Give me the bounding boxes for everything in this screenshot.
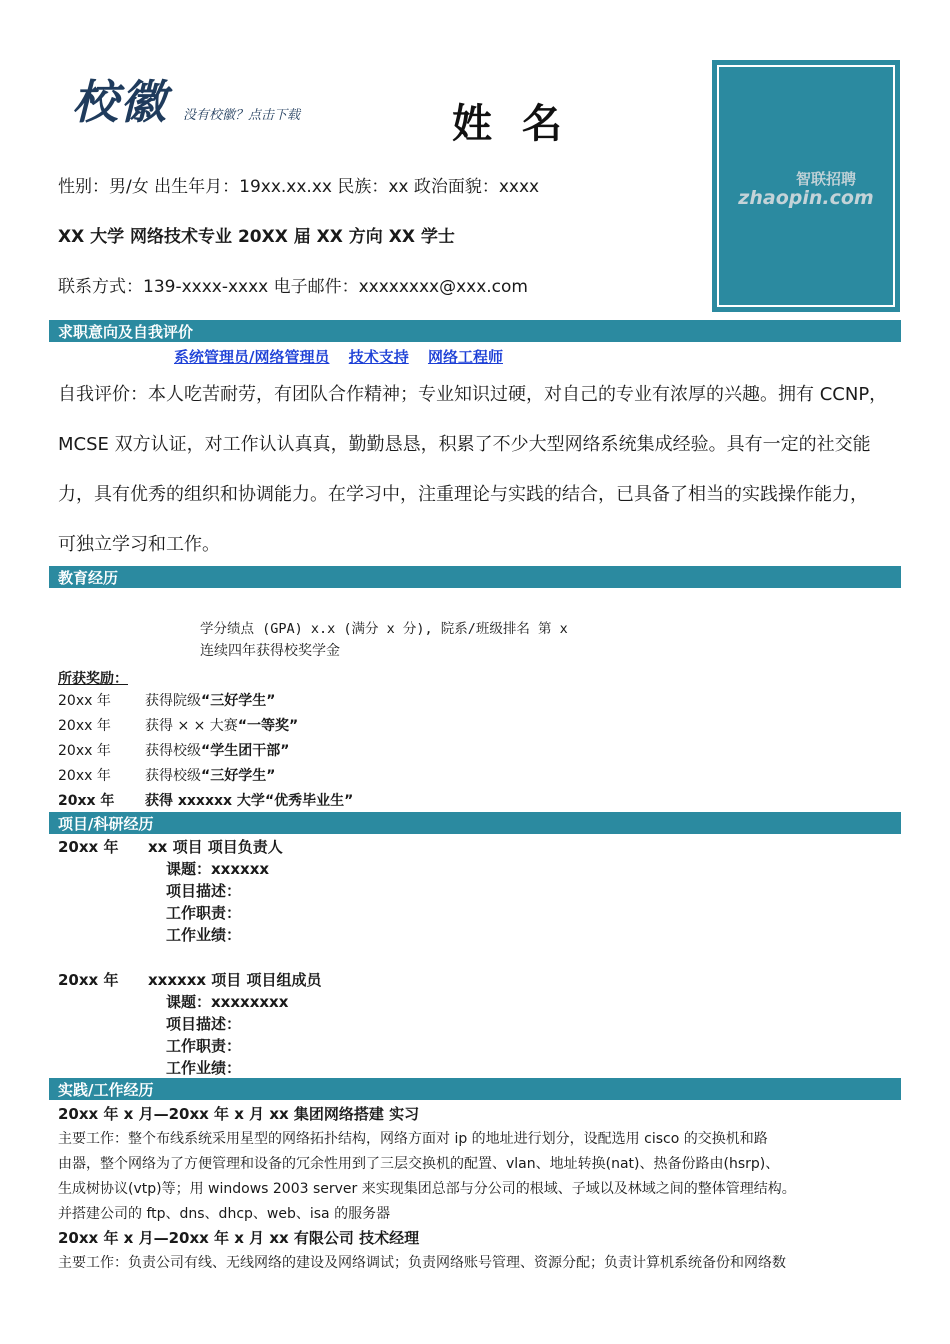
award-year: 20xx 年 — [58, 693, 111, 709]
project-title: xx 项目 项目负责人 — [148, 838, 283, 856]
award-text: 获得 × × 大赛“一等奖” — [145, 718, 299, 734]
work-line: 生成树协议(vtp)等；用 windows 2003 server 来实现集团总部与分公司的根域、子域以及林域之间的整体管理结构。 — [58, 1181, 796, 1197]
self-eval-line-1: 自我评价：本人吃苦耐劳，有团队合作精神；专业知识过硬，对自己的专业有浓厚的兴趣。拥有 CCNP， — [58, 384, 888, 405]
education-summary: XX 大学 网络技术专业 20XX 届 XX 方向 XX 学士 — [58, 227, 455, 247]
self-eval-line-4: 可独立学习和工作。 — [58, 534, 220, 555]
work-line: 由器，整个网络为了方便管理和设备的冗余性用到了三层交换机的配置、vlan、地址转换(nat)、热备份路由(hsrp)、 — [58, 1156, 780, 1172]
work-line: 主要工作：整个布线系统采用星型的网络拓扑结构，网络方面对 ip 的地址进行划分，设配选用 cisco 的交换机和路 — [58, 1131, 768, 1147]
project-title: xxxxxx 项目 项目组成员 — [148, 971, 322, 989]
job-target-2[interactable]: 技术支持 — [348, 348, 409, 366]
job-target-1[interactable]: 系统管理员/网络管理员 — [174, 348, 330, 366]
school-logo-text: 校徽 — [72, 75, 168, 129]
project-topic: 课题：xxxxxxxx — [166, 993, 289, 1011]
project-desc: 项目描述： — [166, 1015, 242, 1033]
award-text: 获得院级“三好学生” — [145, 693, 276, 709]
page-title: 姓 名 — [452, 101, 570, 147]
section-bar-work — [49, 1078, 901, 1100]
project-result: 工作业绩： — [166, 926, 242, 944]
project-topic: 课题：xxxxxx — [166, 860, 270, 878]
zhaopin-watermark-logo — [712, 168, 900, 209]
contact-info: 联系方式：139-xxxx-xxxx 电子邮件：xxxxxxxx@xxx.com — [58, 277, 528, 297]
award-year: 20xx 年 — [58, 743, 111, 759]
work-heading: 20xx 年 x 月—20xx 年 x 月 xx 集团网络搭建 实习 — [58, 1105, 420, 1123]
section-title-work: 实践/工作经历 — [58, 1081, 154, 1099]
work-heading: 20xx 年 x 月—20xx 年 x 月 xx 有限公司 技术经理 — [58, 1229, 420, 1247]
award-text: 获得 xxxxxx 大学“优秀毕业生” — [145, 793, 354, 809]
project-result: 工作业绩： — [166, 1059, 242, 1077]
self-eval-line-3: 力，具有优秀的组织和协调能力。在学习中，注重理论与实践的结合，已具备了相当的实践操作能力， — [58, 484, 868, 505]
section-title-objective: 求职意向及自我评价 — [58, 323, 194, 341]
watermark-en: zhaopin.com — [738, 187, 874, 209]
gpa-line: 学分绩点 (GPA) x.x (满分 x 分), 院系/班级排名 第 x — [200, 621, 568, 637]
project-duty: 工作职责： — [166, 904, 242, 922]
watermark-cn: 智联招聘 — [795, 170, 856, 188]
award-year: 20xx 年 — [58, 793, 115, 809]
job-target-3[interactable]: 网络工程师 — [427, 348, 503, 366]
job-targets — [174, 346, 517, 367]
awards-title: 所获奖励： — [58, 671, 128, 687]
logo-download-hint[interactable]: 没有校徽？点击下载 — [183, 108, 301, 123]
section-bar-education — [49, 566, 901, 588]
work-line: 并搭建公司的 ftp、dns、dhcp、web、isa 的服务器 — [58, 1206, 391, 1222]
section-bar-projects — [49, 812, 901, 834]
project-year: 20xx 年 — [58, 838, 119, 856]
project-duty: 工作职责： — [166, 1037, 242, 1055]
photo-frame — [712, 60, 900, 312]
work-line: 主要工作：负责公司有线、无线网络的建设及网络调试；负责网络账号管理、资源分配；负责计算机系统备份和网络数 — [58, 1255, 786, 1271]
award-text: 获得校级“三好学生” — [145, 768, 276, 784]
section-title-projects: 项目/科研经历 — [58, 815, 154, 833]
personal-info: 性别：男/女 出生年月：19xx.xx.xx 民族：xx 政治面貌：xxxx — [58, 177, 540, 197]
award-year: 20xx 年 — [58, 718, 111, 734]
scholarship-line: 连续四年获得校奖学金 — [200, 643, 340, 659]
section-bar-objective — [49, 320, 901, 342]
project-desc: 项目描述： — [166, 882, 242, 900]
section-title-education: 教育经历 — [58, 569, 119, 587]
award-text: 获得校级“学生团干部” — [145, 743, 290, 759]
self-eval-line-2: MCSE 双方认证，对工作认认真真，勤勤恳恳，积累了不少大型网络系统集成经验。具有一定的社交能 — [58, 434, 871, 455]
award-year: 20xx 年 — [58, 768, 111, 784]
project-year: 20xx 年 — [58, 971, 119, 989]
